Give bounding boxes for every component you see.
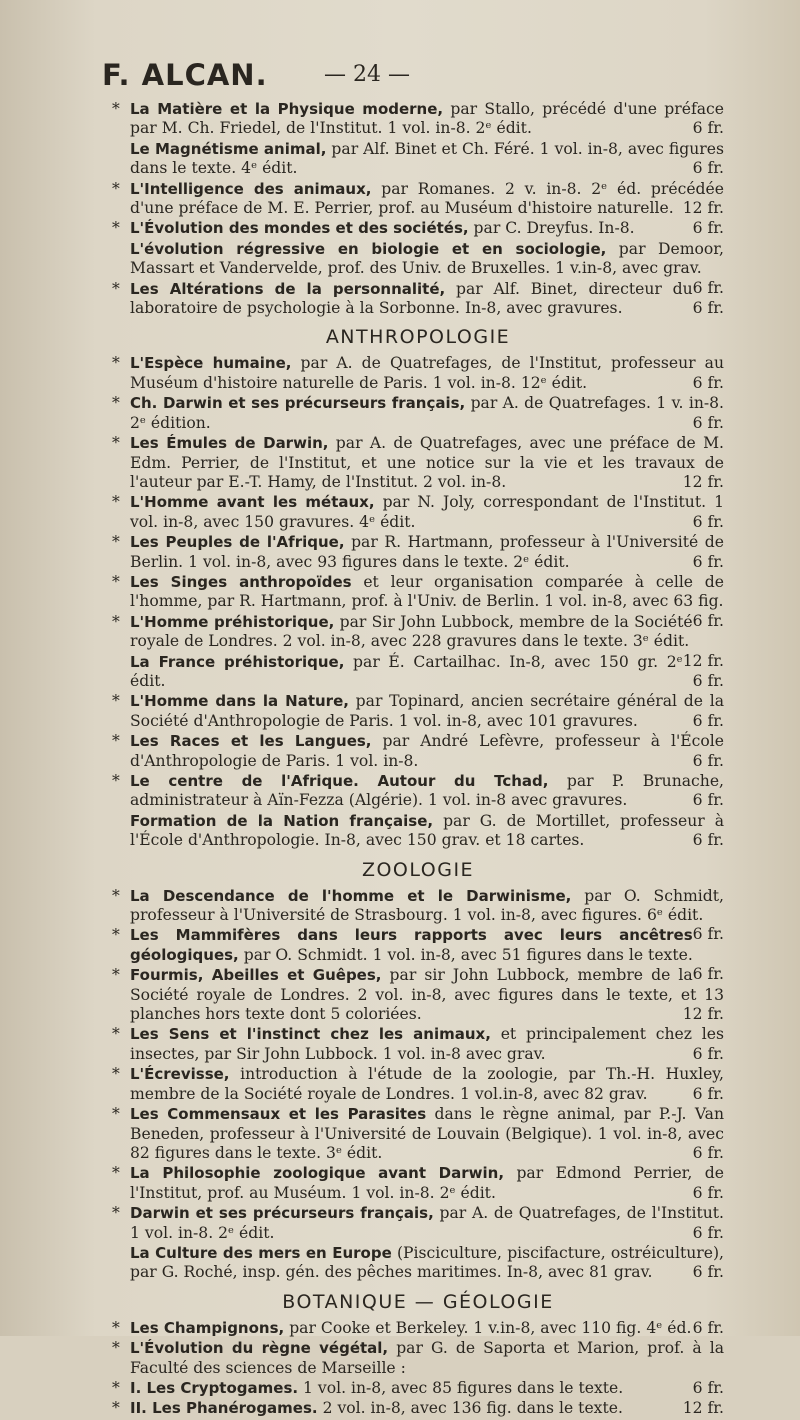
book-price: 6 fr. [692,711,724,730]
book-price: 6 fr. [692,373,724,392]
catalogue-entry [112,1319,724,1338]
catalogue-entry [112,100,724,139]
book-details: par G. de Saporta et Marion, prof. à la Faculté des sciences de Marseille : [130,1339,724,1377]
book-title: La France préhistorique, [130,652,345,671]
book-details: par Topinard, ancien secrétaire général de la Société d'Anthropologie de Paris. 1 vol. in-8, avec 101 gravures. [130,692,724,730]
book-price: 6 fr. [692,219,724,238]
illustrated-marker: * [112,179,120,198]
book-details: par sir John Lubbock, membre de la Société royale de Londres. 2 vol. in-8, avec figures dans le texte, et 13 planches hors texte dont 5 coloriées. [130,966,724,1024]
illustrated-marker: * [112,1164,120,1183]
illustrated-marker: * [112,572,120,591]
illustrated-marker: * [112,493,120,512]
book-price: 6 fr. [692,413,724,432]
illustrated-marker: * [112,692,120,711]
catalogue-entry [112,1399,724,1418]
book-title: L'Homme dans la Nature, [130,692,349,711]
book-details: par Romanes. 2 v. in-8. 2ᵉ éd. précédée d'une préface de M. E. Perrier, prof. au Muséum d'histoire naturelle. [130,179,724,218]
entry-text [130,280,724,319]
book-title: Les Émules de Darwin, [130,434,329,453]
book-price: 6 fr. [692,1378,724,1397]
entry-text [130,886,724,944]
book-details: 1 vol. in-8, avec 85 figures dans le texte. [298,1378,624,1397]
illustrated-marker: * [112,612,120,631]
entry-text [130,434,724,492]
book-details: par A. de Quatrefages. 1 v. in-8. 2ᵉ édition. [130,394,725,432]
catalogue-entry [112,1379,724,1398]
entry-text [130,493,724,532]
book-price: 6 fr. [692,965,724,984]
book-price: 6 fr. [692,1223,724,1242]
book-details: par É. Cartailhac. In-8, avec 150 gr. 2ᵉ édit. [130,652,683,690]
entry-text [130,1204,724,1243]
section-title: BOTANIQUE — GÉOLOGIE [282,1290,554,1313]
catalogue-entry [112,1164,724,1203]
illustrated-marker: * [112,1378,120,1397]
catalogue-entry [112,772,724,811]
book-details: par Cooke et Berkeley. 1 v.in-8, avec 110 fig. 4ᵉ éd. [284,1318,692,1337]
catalogue-entry [112,1105,724,1163]
book-title: L'évolution régressive en biologie et en sociologie, [130,239,607,258]
book-price: 12 fr. [682,1399,724,1418]
book-title: L'Écrevisse, [130,1065,230,1084]
entry-text [130,1025,724,1064]
book-price: 6 fr. [692,751,724,770]
book-details: par C. Dreyfus. In-8. [468,219,635,238]
book-title: Le Magnétisme animal, [130,139,327,158]
illustrated-marker: * [112,886,120,905]
entry-text [130,219,724,238]
book-title: II. Les Phanérogames. [130,1399,318,1418]
book-price: 6 fr. [692,1084,724,1103]
entry-text [130,100,724,139]
entry-text [130,180,724,219]
illustrated-marker: * [112,533,120,552]
entry-text [130,732,724,771]
book-title: Darwin et ses précurseurs français, [130,1204,434,1223]
illustrated-marker: * [112,279,120,298]
catalogue-entry [112,533,724,572]
entry-text [130,140,724,179]
catalogue-entry [112,1065,724,1104]
book-price: 6 fr. [692,159,724,178]
catalogue-entry [112,1244,724,1283]
book-details: 2 vol. in-8, avec 136 fig. dans le texte. [317,1399,623,1418]
section-title: ZOOLOGIE [361,858,475,881]
book-details: par Stallo, précédé d'une préface par M. Ch. Friedel, de l'Institut. 1 vol. in-8. 2ᵉ édit. [130,100,725,138]
book-price: 6 fr. [692,1318,724,1337]
book-price: 6 fr. [692,671,724,690]
book-title: Fourmis, Abeilles et Guêpes, [130,966,382,985]
catalogue-entry [112,692,724,731]
book-details: dans le règne animal, par P.-J. Van Beneden, professeur à l'Université de Louvain (Belgique). 1 vol. in-8, avec 82 figures dans le texte. 3ᵉ édit. [130,1105,724,1162]
publisher-name: F. ALCAN. [102,58,268,92]
book-details: par Alf. Binet et Ch. Féré. 1 vol. in-8, avec figures dans le texte. 4ᵉ édit. [130,139,724,178]
catalogue-entry [112,280,724,319]
book-title: La Philosophie zoologique avant Darwin, [130,1164,505,1183]
entry-text [130,1164,724,1203]
book-details: par O. Schmidt, professeur à l'Université de Strasbourg. 1 vol. in-8, avec figures. 6ᵉ édit. [130,886,724,925]
illustrated-marker: * [112,100,120,118]
book-price: 12 fr. [682,472,724,491]
illustrated-marker: * [112,926,120,945]
book-price: 6 fr. [692,1044,724,1063]
catalogue-entry [112,1025,724,1064]
illustrated-marker: * [112,1105,120,1124]
illustrated-marker: * [112,1025,120,1044]
entry-text [130,653,724,692]
catalogue-entry [112,354,724,393]
illustrated-marker: * [112,219,120,238]
illustrated-marker: * [112,1318,120,1337]
book-price: 6 fr. [692,552,724,571]
entry-text [130,1339,724,1378]
catalogue-entry [112,732,724,771]
entry-text [130,1399,724,1418]
book-title: Les Peuples de l'Afrique, [130,533,345,552]
entry-text [130,533,724,572]
catalogue-entry [112,653,724,692]
catalogue-entry [112,1339,724,1378]
book-title: L'Évolution des mondes et des sociétés, [130,219,469,238]
book-price: 12 fr. [682,651,724,670]
entry-text [130,1319,724,1338]
book-price: 6 fr. [692,278,724,297]
catalogue-section [112,859,724,1283]
book-details: par A. de Quatrefages, de l'Institut. 1 vol. in-8. 2ᵉ édit. [130,1204,724,1242]
illustrated-marker: * [112,966,120,985]
book-title: Ch. Darwin et ses précurseurs français, [130,394,466,413]
book-price: 6 fr. [692,1263,724,1282]
page-number: — 24 — [324,62,410,87]
section-title: ANTHROPOLOGIE [325,326,511,349]
catalogue-entry [112,812,724,851]
book-price: 6 fr. [692,299,724,318]
catalogue-section [112,100,724,318]
entry-text [130,812,724,851]
book-title: Les Altérations de la personnalité, [130,279,446,298]
book-price: 6 fr. [692,831,724,850]
book-details: par Demoor, Massart et Vandervelde, prof. des Univ. de Bruxelles. 1 v.in-8, avec grav. [130,239,725,278]
book-title: L'Homme avant les métaux, [130,493,375,512]
entry-text [130,692,724,731]
entry-text [130,1105,724,1163]
book-price: 6 fr. [692,791,724,810]
book-details: par André Lefèvre, professeur à l'École d'Anthropologie de Paris. 1 vol. in-8. [130,732,724,770]
book-title: I. Les Cryptogames. [130,1378,299,1397]
book-price: 12 fr. [682,199,724,218]
book-price: 6 fr. [692,119,724,138]
illustrated-marker: * [112,1399,120,1418]
book-price: 6 fr. [692,512,724,531]
page-header [102,58,722,98]
book-title: Les Commensaux et les Parasites [130,1105,427,1124]
catalogue-section [112,326,724,850]
book-title: Les Champignons, [130,1318,285,1337]
entry-text [130,966,724,1024]
book-details: par P. Brunache, administrateur à Aïn-Fezza (Algérie). 1 vol. in-8 avec gravures. [130,772,725,810]
catalogue-entry [112,434,724,492]
book-title: L'Intelligence des animaux, [130,179,372,198]
catalogue-entry [112,1204,724,1243]
catalogue-entry [112,140,724,179]
book-price: 12 fr. [682,1005,724,1024]
book-details: par N. Joly, correspondant de l'Institut. 1 vol. in-8, avec 150 gravures. 4ᵉ édit. [130,493,724,531]
book-title: La Matière et la Physique moderne, [130,100,444,118]
book-details: par O. Schmidt. 1 vol. in-8, avec 51 figures dans le texte. [238,945,693,964]
book-details: et principalement chez les insectes, par Sir John Lubbock. 1 vol. in-8 avec grav. [130,1025,724,1063]
book-price: 6 fr. [692,1183,724,1202]
illustrated-marker: * [112,394,120,413]
catalogue-entry [112,493,724,532]
book-details: par G. de Mortillet, professeur à l'École d'Anthropologie. In-8, avec 150 grav. et 18 cartes. [130,811,724,850]
book-details: par R. Hartmann, professeur à l'Université de Berlin. 1 vol. in-8, avec 93 figures dans le texte. 2ᵉ édit. [130,533,725,571]
catalogue-entry [112,219,724,238]
entry-text [130,394,724,433]
book-details: par Sir John Lubbock, membre de la Société royale de Londres. 2 vol. in-8, avec 228 gravures dans le texte. 3ᵉ édit. [130,612,693,651]
book-title: Le centre de l'Afrique. Autour du Tchad, [130,772,549,790]
book-title: Les Races et les Langues, [130,732,372,751]
book-details: par Edmond Perrier, de l'Institut, prof. au Muséum. 1 vol. in-8. 2ᵉ édit. [130,1164,724,1202]
book-title: La Culture des mers en Europe [130,1243,392,1262]
book-title: Les Mammifères dans leurs rapports avec leurs ancêtres géologiques, [130,926,693,964]
book-price: 6 fr. [692,1143,724,1162]
catalogue-entry [112,180,724,219]
illustrated-marker: * [112,772,120,790]
catalogue-entry [112,966,724,1024]
book-details: par Alf. Binet, directeur du laboratoire de psychologie à la Sorbonne. In-8, avec gravures. [130,279,693,318]
catalogue-entry [112,886,724,944]
entry-text [130,1379,724,1398]
book-title: Les Singes anthropoïdes [130,572,352,591]
book-title: Les Sens et l'instinct chez les animaux, [130,1025,491,1044]
catalogue-section [112,1291,724,1419]
illustrated-marker: * [112,1204,120,1223]
book-title: Formation de la Nation française, [130,811,434,830]
book-details: et leur organisation comparée à celle de l'homme, par R. Hartmann, prof. à l'Univ. de Berlin. 1 vol. in-8, avec 63 fig. [130,572,725,611]
illustrated-marker: * [112,354,120,373]
entry-text [130,772,724,811]
book-price: 6 fr. [692,611,724,630]
book-details: (Pisciculture, piscifacture, ostréiculture), par G. Roché, insp. gén. des pêches maritimes. In-8, avec 81 grav. [130,1243,724,1282]
book-title: L'Évolution du règne végétal, [130,1339,389,1358]
catalogue-entry [112,394,724,433]
book-price: 6 fr. [692,925,724,944]
illustrated-marker: * [112,434,120,453]
illustrated-marker: * [112,1065,120,1084]
book-title: L'Espèce humaine, [130,354,292,373]
book-title: L'Homme préhistorique, [130,612,335,631]
illustrated-marker: * [112,732,120,751]
catalogue-content [112,100,724,1420]
illustrated-marker: * [112,1339,120,1358]
entry-text [130,1065,724,1104]
book-title: La Descendance de l'homme et le Darwinisme, [130,886,572,905]
entry-text [130,354,724,393]
book-details: introduction à l'étude de la zoologie, par Th.-H. Huxley, membre de la Société royale de Londres. 1 vol.in-8, avec 82 grav. [130,1065,724,1103]
entry-text [130,1244,724,1283]
book-details: par A. de Quatrefages, avec une préface de M. Edm. Perrier, de l'Institut, et une notice sur la vie et les travaux de l'auteur par E.-T. Hamy, de l'Institut. 2 vol. in-8. [130,434,724,491]
book-details: par A. de Quatrefages, de l'Institut, professeur au Muséum d'histoire naturelle de Paris. 1 vol. in-8. 12ᵉ édit. [130,354,725,392]
